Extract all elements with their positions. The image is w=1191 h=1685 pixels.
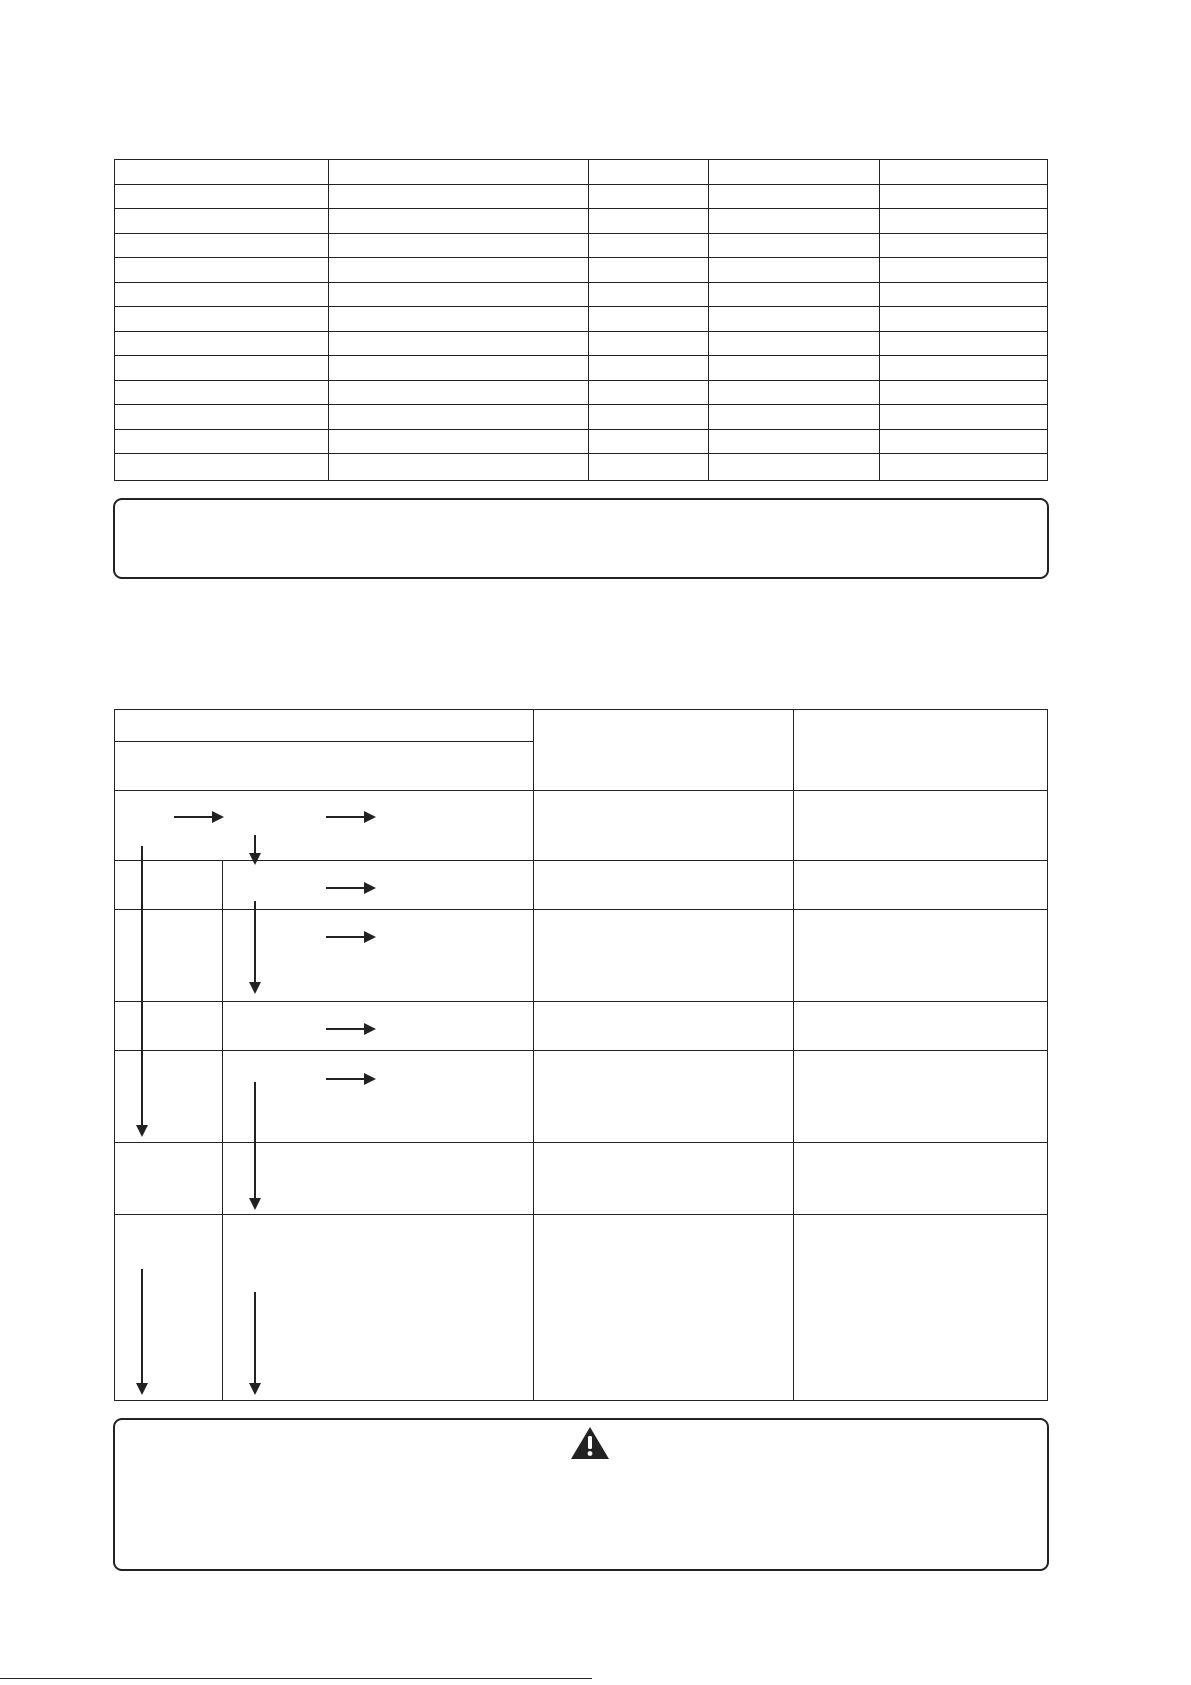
table-rule (114, 184, 1048, 185)
table-rule (114, 1050, 1048, 1051)
table-rule (114, 380, 1048, 381)
table-rule (114, 306, 1048, 307)
table-rule (114, 159, 1048, 160)
table-rule (793, 709, 794, 1400)
flow-arrow-down (141, 1269, 143, 1393)
table-rule (1047, 709, 1048, 1400)
flow-arrow-right (174, 816, 222, 818)
footer-rule (0, 1678, 592, 1679)
flow-arrow-right (326, 936, 374, 938)
table-rule (588, 159, 589, 480)
note-box (113, 498, 1049, 579)
flow-arrow-down (254, 835, 256, 863)
flow-arrow-right (326, 887, 374, 889)
table-rule (328, 159, 329, 480)
table-rule (114, 429, 1048, 430)
table-rule (114, 1001, 1048, 1002)
table-rule (114, 282, 1048, 283)
table-rule (114, 709, 115, 1400)
table-rule (114, 480, 1048, 481)
table-rule (114, 208, 1048, 209)
table-rule (114, 741, 533, 742)
table-rule (1047, 159, 1048, 480)
warning-triangle-icon (570, 1426, 610, 1460)
table-rule (114, 1214, 1048, 1215)
flow-arrow-right (326, 1028, 374, 1030)
table-rule (222, 860, 223, 1400)
table-rule (114, 453, 1048, 454)
table-rule (114, 331, 1048, 332)
table-rule (114, 233, 1048, 234)
table-rule (114, 404, 1048, 405)
table-rule (114, 159, 115, 480)
table-rule (114, 257, 1048, 258)
flow-arrow-right (326, 1078, 374, 1080)
table-rule (114, 790, 1048, 791)
table-rule (114, 1400, 1048, 1401)
table-rule (879, 159, 880, 480)
flow-arrow-down (141, 846, 143, 1135)
table-rule (114, 355, 1048, 356)
table-rule (533, 709, 534, 1400)
flow-arrow-down (254, 901, 256, 992)
warning-box (113, 1418, 1049, 1571)
flow-arrow-down (254, 1082, 256, 1208)
table-rule (708, 159, 709, 480)
table-rule (114, 709, 1048, 710)
flow-arrow-down (254, 1292, 256, 1393)
flow-arrow-right (326, 816, 374, 818)
